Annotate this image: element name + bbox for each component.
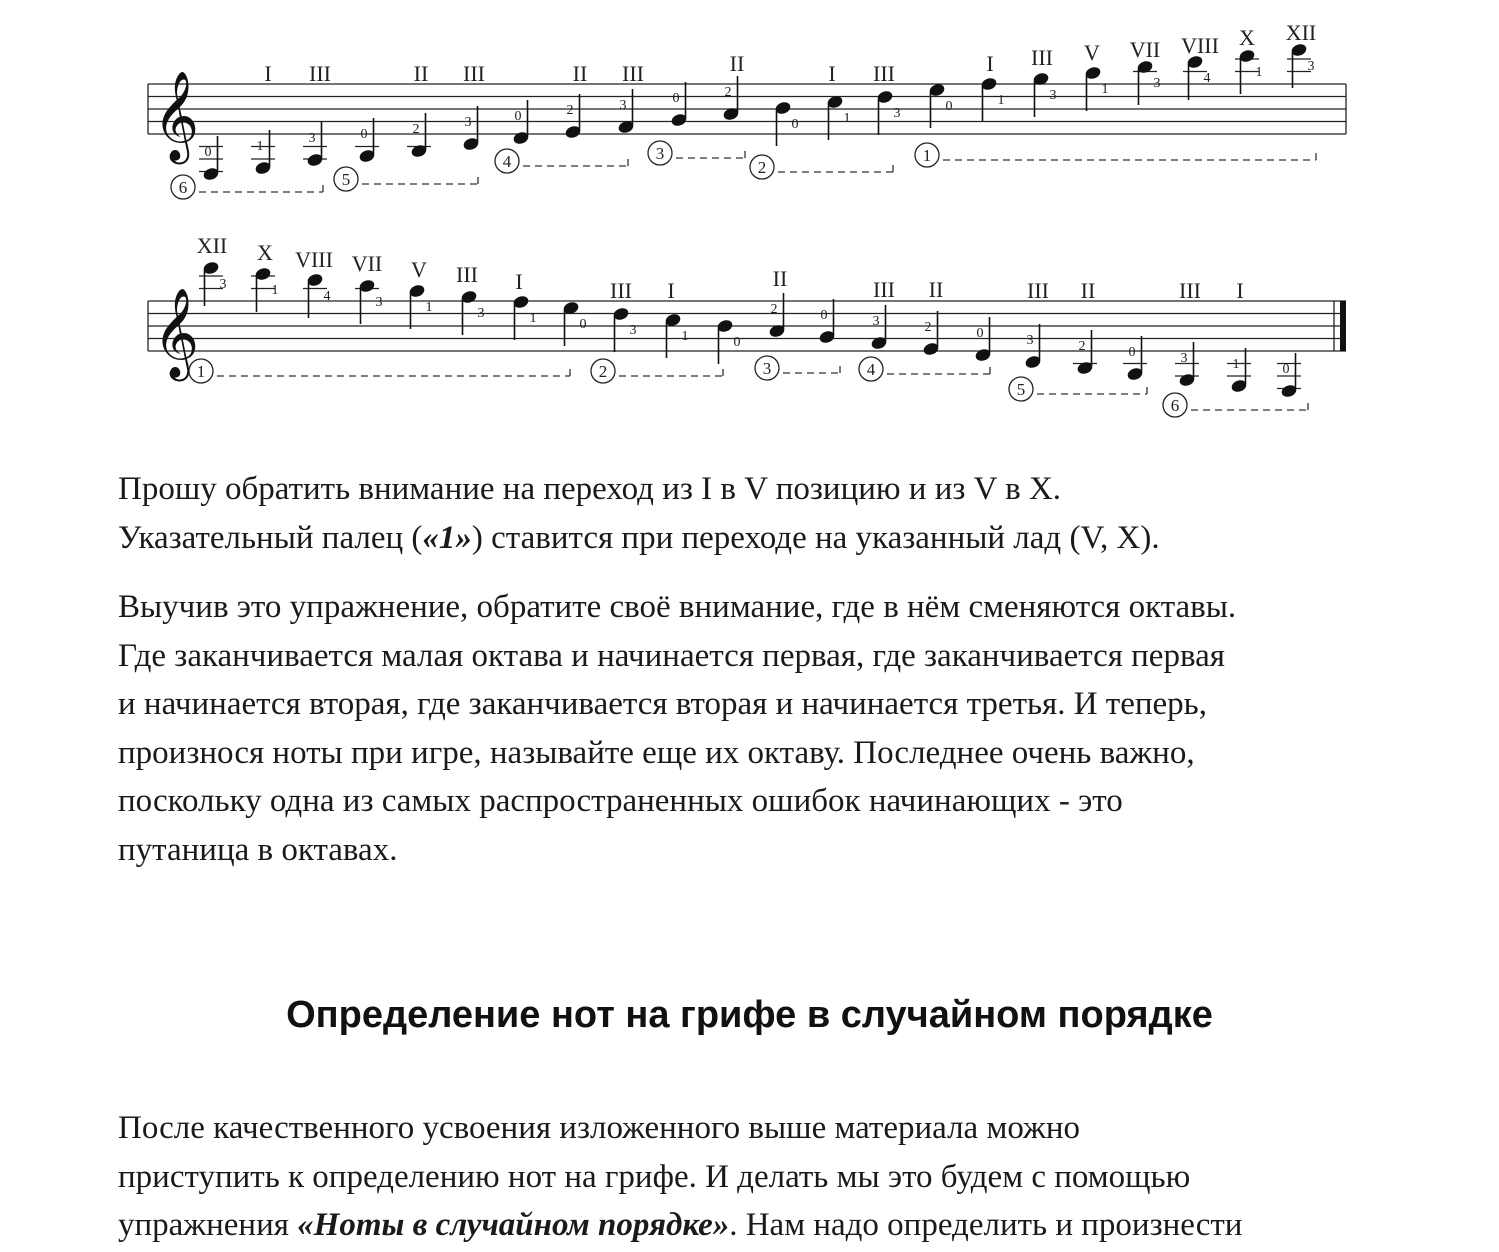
fingering-number: 3 xyxy=(1153,76,1161,91)
fingering-number: 0 xyxy=(945,99,953,114)
text-run: После качественного усвоения изложенного выше материала можно xyxy=(118,1110,1080,1146)
fingering-number: 3 xyxy=(1180,351,1188,366)
fingering-number: 2 xyxy=(1078,339,1086,354)
fingering-number: 0 xyxy=(579,317,587,332)
text-line: и начинается вторая, где заканчивается вторая и начинается третья. И теперь, xyxy=(118,686,1207,722)
text-line: Где заканчивается малая октава и начинается первая, где заканчивается первая xyxy=(118,637,1225,674)
fingering-number: 2 xyxy=(924,320,932,335)
position-roman-numeral: V xyxy=(411,257,427,282)
fingering-number: 3 xyxy=(1307,59,1315,74)
fingering-number: 1 xyxy=(997,93,1005,108)
fingering-number: 3 xyxy=(308,131,316,146)
position-roman-numeral: III xyxy=(610,278,632,303)
position-roman-numeral: X xyxy=(1239,25,1255,50)
position-roman-numeral: II xyxy=(413,61,429,86)
fingering-number: 3 xyxy=(893,106,901,121)
staff-row-2 xyxy=(148,233,1346,417)
final-barline xyxy=(1340,301,1346,351)
finger-one-emphasis: «1» xyxy=(422,519,472,556)
string-number: 5 xyxy=(341,170,351,189)
text-line xyxy=(118,514,1160,563)
fingering-number: 2 xyxy=(566,103,574,118)
text-line xyxy=(118,1104,1242,1153)
fingering-number: 3 xyxy=(629,323,637,338)
fingering-number: 0 xyxy=(820,308,828,323)
fingering-number: 0 xyxy=(204,145,212,160)
fingering-number: 3 xyxy=(619,98,627,113)
fingering-number: 3 xyxy=(477,306,485,321)
position-roman-numeral: III xyxy=(873,61,895,86)
position-roman-numeral: I xyxy=(264,61,272,86)
treble-clef: 𝄞 xyxy=(153,71,200,161)
fingering-number: 3 xyxy=(375,295,383,310)
string-number: 4 xyxy=(502,152,512,171)
text-run: Указательный палец ( xyxy=(118,519,423,556)
position-roman-numeral: V xyxy=(1084,40,1100,65)
fingering-number: 1 xyxy=(256,139,264,154)
fingering-number: 1 xyxy=(681,329,689,344)
position-roman-numeral: VIII xyxy=(1181,33,1219,58)
string-number: 6 xyxy=(1170,396,1180,415)
fingering-number: 0 xyxy=(976,326,984,341)
position-roman-numeral: III xyxy=(622,61,644,86)
position-roman-numeral: I xyxy=(1236,278,1244,303)
fingering-number: 0 xyxy=(360,127,368,142)
text-line xyxy=(118,1153,1242,1202)
fingering-number: 2 xyxy=(412,122,420,137)
position-roman-numeral: I xyxy=(667,278,675,303)
text-run: . Нам надо определить и произнести xyxy=(729,1207,1243,1243)
fingering-number: 0 xyxy=(514,109,522,124)
fingering-number: 3 xyxy=(1049,88,1057,103)
position-roman-numeral: II xyxy=(1080,278,1096,303)
fingering-number: 0 xyxy=(1282,362,1290,377)
position-roman-numeral: III xyxy=(1179,278,1201,303)
staff-row-1 xyxy=(148,20,1346,199)
position-roman-numeral: III xyxy=(1031,45,1053,70)
fingering-number: 0 xyxy=(791,117,799,132)
fingering-number: 0 xyxy=(733,335,741,350)
text-line: путаница в октавах. xyxy=(118,831,398,868)
fingering-number: 0 xyxy=(1128,345,1136,360)
position-roman-numeral: VII xyxy=(351,251,383,276)
text-line xyxy=(118,1201,1242,1250)
position-roman-numeral: XII xyxy=(196,233,228,258)
fingering-number: 1 xyxy=(271,283,279,298)
string-number: 3 xyxy=(655,144,665,163)
string-number: 2 xyxy=(757,158,767,177)
exercise-name-emphasis: «Ноты в случайном порядке» xyxy=(297,1207,730,1243)
fingering-number: 4 xyxy=(323,289,331,304)
text-run: упражнения xyxy=(118,1207,298,1243)
position-roman-numeral: III xyxy=(1027,278,1049,303)
position-roman-numeral: I xyxy=(986,51,994,76)
position-roman-numeral: III xyxy=(456,262,478,287)
text-line: Выучив это упражнение, обратите своё внимание, где в нём сменяются октавы. xyxy=(118,589,1237,625)
text-line xyxy=(118,465,1160,514)
fingering-number: 3 xyxy=(464,115,472,130)
music-score xyxy=(0,0,1499,430)
treble-clef: 𝄞 xyxy=(153,288,200,378)
position-roman-numeral: II xyxy=(928,277,944,302)
paragraph-random-notes xyxy=(118,1104,1242,1250)
text-line: произнося ноты при игре, называйте еще их октаву. Последнее очень важно, xyxy=(118,734,1195,771)
string-number: 6 xyxy=(178,178,188,197)
string-number: 3 xyxy=(762,359,772,378)
position-roman-numeral: II xyxy=(572,61,588,86)
paragraph-octaves xyxy=(118,583,1236,874)
text-line: поскольку одна из самых распространенных ошибок начинающих - это xyxy=(118,783,1123,819)
position-roman-numeral: XII xyxy=(1285,20,1317,45)
fingering-number: 0 xyxy=(672,91,680,106)
fingering-number: 2 xyxy=(770,302,778,317)
fingering-number: 3 xyxy=(219,277,227,292)
fingering-number: 1 xyxy=(1101,82,1109,97)
fingering-number: 1 xyxy=(1232,357,1240,372)
string-number: 2 xyxy=(598,362,608,381)
fingering-number: 3 xyxy=(872,314,880,329)
position-roman-numeral: III xyxy=(873,277,895,302)
position-roman-numeral: I xyxy=(515,269,523,294)
position-roman-numeral: VIII xyxy=(295,247,333,272)
string-number: 1 xyxy=(922,146,932,165)
position-roman-numeral: II xyxy=(772,266,788,291)
text-run: приступить к определению нот на грифе. И делать мы это будем с помощью xyxy=(118,1158,1191,1195)
fingering-number: 2 xyxy=(724,85,732,100)
position-roman-numeral: VII xyxy=(1129,37,1161,62)
fingering-number: 1 xyxy=(843,111,851,126)
fingering-number: 4 xyxy=(1203,71,1211,86)
string-number: 4 xyxy=(866,360,876,379)
position-roman-numeral: X xyxy=(257,240,273,265)
string-number: 5 xyxy=(1016,380,1026,399)
position-roman-numeral: III xyxy=(463,61,485,86)
string-number: 1 xyxy=(196,362,206,381)
text-run: ) ставится при переходе на указанный лад (V, X). xyxy=(471,519,1160,556)
fingering-number: 1 xyxy=(1255,65,1263,80)
text-run: Прошу обратить внимание на переход из I в V позицию и из V в X. xyxy=(118,471,1062,507)
fingering-number: 1 xyxy=(529,311,537,326)
position-roman-numeral: II xyxy=(729,51,745,76)
fingering-number: 1 xyxy=(425,300,433,315)
section-heading: Определение нот на грифе в случайном порядке xyxy=(286,994,1213,1036)
position-roman-numeral: I xyxy=(828,61,836,86)
position-roman-numeral: III xyxy=(309,61,331,86)
fingering-number: 3 xyxy=(1026,333,1034,348)
paragraph-position-shift xyxy=(118,465,1160,562)
